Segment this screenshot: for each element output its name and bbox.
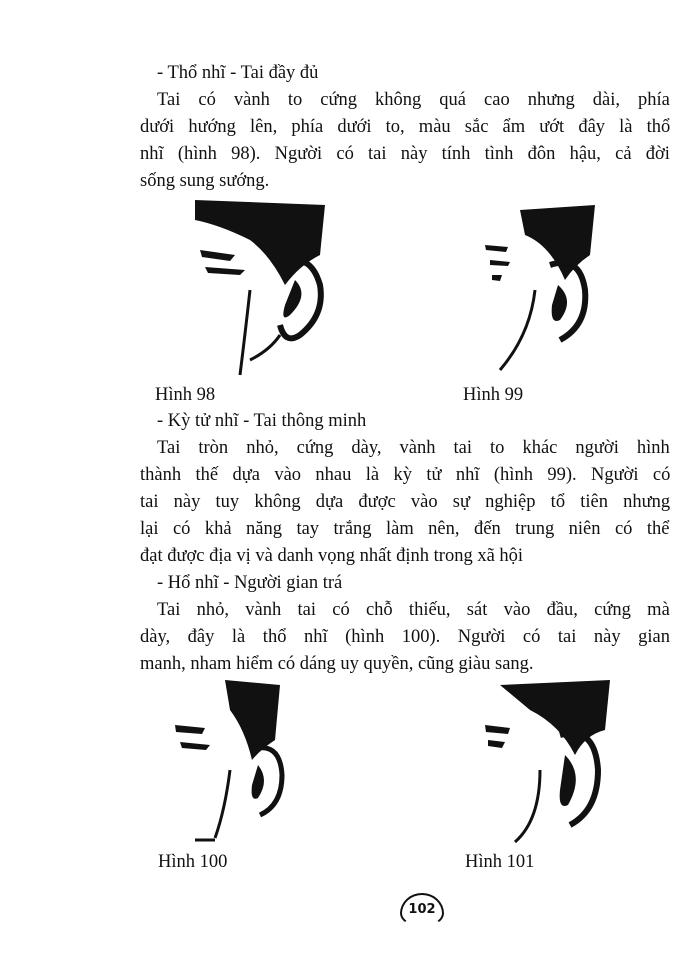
text-line: đạt được địa vị và danh vọng nhất định trong xã hội xyxy=(140,546,524,566)
page-number: 102 xyxy=(400,893,444,927)
caption-hinh-100: Hình 100 xyxy=(158,852,228,872)
caption-hinh-98: Hình 98 xyxy=(155,385,216,405)
text-line: nhĩ (hình 98). Người có tai này tính tình đôn hậu, cả đời xyxy=(140,144,670,164)
text-line: lại có khả năng tay trắng làm nên, đến trung niên có thể xyxy=(140,519,670,539)
caption-hinh-99: Hình 99 xyxy=(463,385,524,405)
text-line: tai này tuy không dựa được vào sự nghiệp tổ tiên nhưng xyxy=(140,492,671,512)
text-line: Tai tròn nhỏ, cứng dày, vành tai to khác người hình xyxy=(157,438,670,458)
heading-ky-tu-nhi: - Kỳ tử nhĩ - Tai thông minh xyxy=(157,411,367,431)
ear-illustration-100 xyxy=(170,680,310,845)
heading-ho-nhi: - Hổ nhĩ - Người gian trá xyxy=(157,573,343,593)
text-line: manh, nham hiểm có dáng uy quyền, cũng giàu sang. xyxy=(140,654,534,674)
ear-illustration-98 xyxy=(190,195,340,380)
ear-illustration-99 xyxy=(480,205,610,375)
ear-illustration-101 xyxy=(480,680,620,845)
text-line: thành thế dựa vào nhau là kỳ tử nhĩ (hình 99). Người có xyxy=(140,465,671,485)
text-line: dày, đây là thổ nhĩ (hình 100). Người có tai này gian xyxy=(140,627,671,647)
text-line: Tai nhỏ, vành tai có chỗ thiếu, sát vào đầu, cứng mà xyxy=(157,600,670,620)
text-line: dưới hướng lên, phía dưới to, màu sắc ẩm ướt đây là thổ xyxy=(140,117,671,137)
text-line: sống sung sướng. xyxy=(140,171,270,191)
text-line: Tai có vành to cứng không quá cao nhưng dài, phía xyxy=(157,90,670,110)
heading-tho-nhi: - Thổ nhĩ - Tai đầy đủ xyxy=(157,63,319,83)
caption-hinh-101: Hình 101 xyxy=(465,852,535,872)
